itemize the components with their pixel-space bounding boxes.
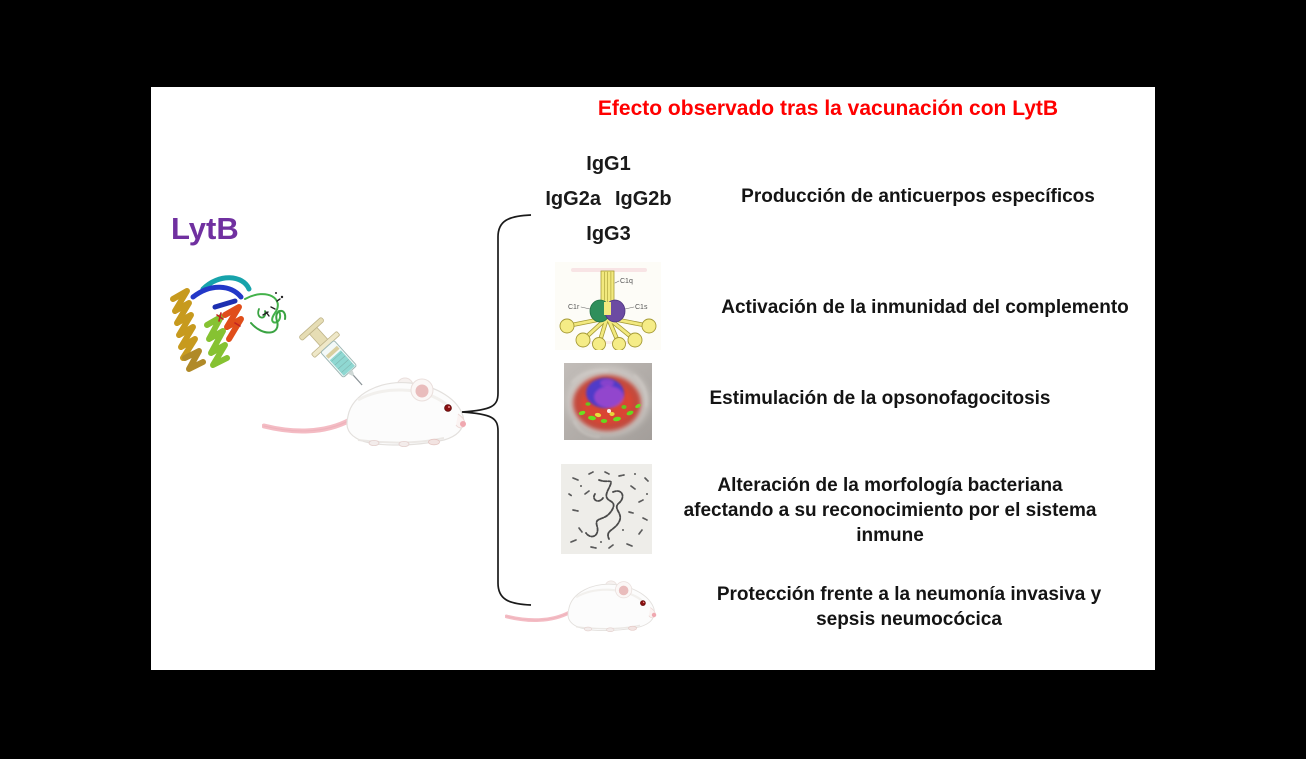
vaccinated-mouse-icon	[262, 370, 467, 447]
effect-line: Activación de la inmunidad del complemento	[721, 297, 1129, 318]
effect-line: Protección frente a la neumonía invasiva y	[716, 584, 1102, 605]
effect-line: afectando a su reconocimiento por el sistema	[683, 500, 1097, 521]
protein-structure-icon	[159, 263, 291, 385]
c1s-label: C1s	[635, 304, 648, 311]
complement-c1-complex-icon	[555, 262, 661, 350]
effect-protection-pneumonia	[669, 582, 1149, 632]
effect-line: Producción de anticuerpos específicos	[741, 186, 1095, 207]
curly-brace	[460, 213, 533, 607]
effect-opsonophagocytosis	[640, 386, 1120, 411]
effect-line: inmune	[856, 525, 924, 546]
igg3-label: IgG3	[586, 223, 631, 245]
effect-complement-activation	[685, 295, 1165, 320]
igg2-labels: IgG2a IgG2b	[545, 188, 672, 210]
effect-bacterial-morphology	[650, 473, 1130, 548]
effect-line: sepsis neumocócica	[816, 609, 1002, 630]
content-panel	[151, 87, 1155, 670]
c1q-label: C1q	[620, 278, 633, 285]
opsonophagocytosis-micrograph-icon	[564, 363, 652, 440]
bacteria-micrograph-icon	[561, 464, 652, 554]
antigen-label: LytB	[171, 211, 239, 246]
c1r-label: C1r	[568, 304, 580, 311]
effect-antibody-production	[678, 184, 1158, 209]
effect-line: Alteración de la morfología bacteriana	[717, 475, 1063, 496]
figure-title: Efecto observado tras la vacunación con LytB	[597, 97, 1059, 120]
effect-line: Estimulación de la opsonofagocitosis	[709, 388, 1051, 409]
protected-mouse-icon	[505, 570, 657, 632]
igg1-label: IgG1	[586, 153, 631, 175]
